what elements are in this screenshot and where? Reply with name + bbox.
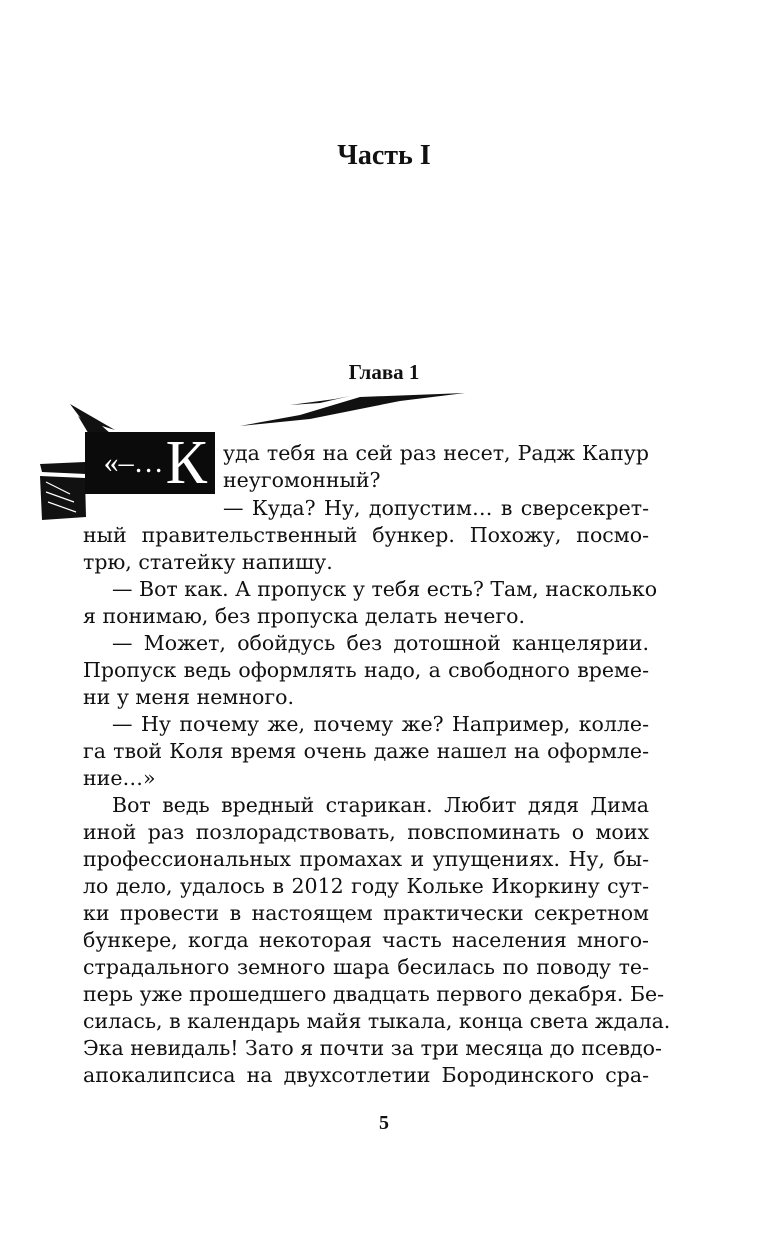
text-line: ло дело, удалось в 2012 году Кольке Икоркину сут- — [83, 874, 649, 898]
page-number: 5 — [379, 1112, 389, 1134]
text-line: Пропуск ведь оформлять надо, а свободного време- — [83, 658, 649, 682]
chapter-title: Глава 1 — [348, 360, 420, 384]
text-line: трю, статейку напишу. — [83, 550, 333, 574]
chapter-ornament — [240, 393, 465, 428]
text-line: Вот ведь вредный старикан. Любит дядя Дима — [112, 793, 649, 817]
text-line: га твой Коля время очень даже нашел на оформле- — [83, 739, 649, 763]
text-line: ки провести в настоящем практически секретном — [83, 901, 649, 925]
text-line: Эка невидаль! Зато я почти за три месяца до псевдо- — [83, 1036, 662, 1060]
dropcap-quote: «–… — [103, 446, 164, 479]
text-line: — Вот как. А пропуск у тебя есть? Там, насколько — [112, 577, 658, 601]
dropcap-letter: К — [165, 429, 207, 497]
text-line: неугомонный? — [223, 468, 381, 492]
text-line: — Куда? Ну, допустим… в сверсекрет- — [223, 496, 649, 520]
text-line: силась, в календарь майя тыкала, конца света ждала. — [83, 1009, 671, 1033]
text-line: апокалипсиса на двухсотлетии Бородинского сра- — [83, 1063, 649, 1087]
text-line: уда тебя на сей раз несет, Радж Капур — [223, 441, 649, 465]
dropcap — [85, 429, 215, 497]
text-line: ние…» — [83, 766, 156, 790]
text-line: профессиональных промахах и упущениях. Ну, бы- — [83, 847, 649, 871]
text-line: страдального земного шара бесилась по поводу те- — [83, 955, 649, 979]
text-line: иной раз позлорадствовать, повспоминать о моих — [83, 820, 649, 844]
text-line: я понимаю, без пропуска делать нечего. — [83, 604, 525, 628]
text-line: бункере, когда некоторая часть населения много- — [83, 928, 649, 952]
text-line: ный правительственный бункер. Похожу, посмо- — [83, 523, 649, 547]
text-line: ни у меня немного. — [83, 685, 294, 709]
text-line: — Ну почему же, почему же? Например, колле- — [112, 712, 649, 736]
part-title: Часть I — [337, 140, 431, 171]
text-line: — Может, обойдусь без дотошной канцелярии. — [112, 631, 649, 655]
text-line: перь уже прошедшего двадцать первого декабря. Бе- — [83, 982, 665, 1006]
